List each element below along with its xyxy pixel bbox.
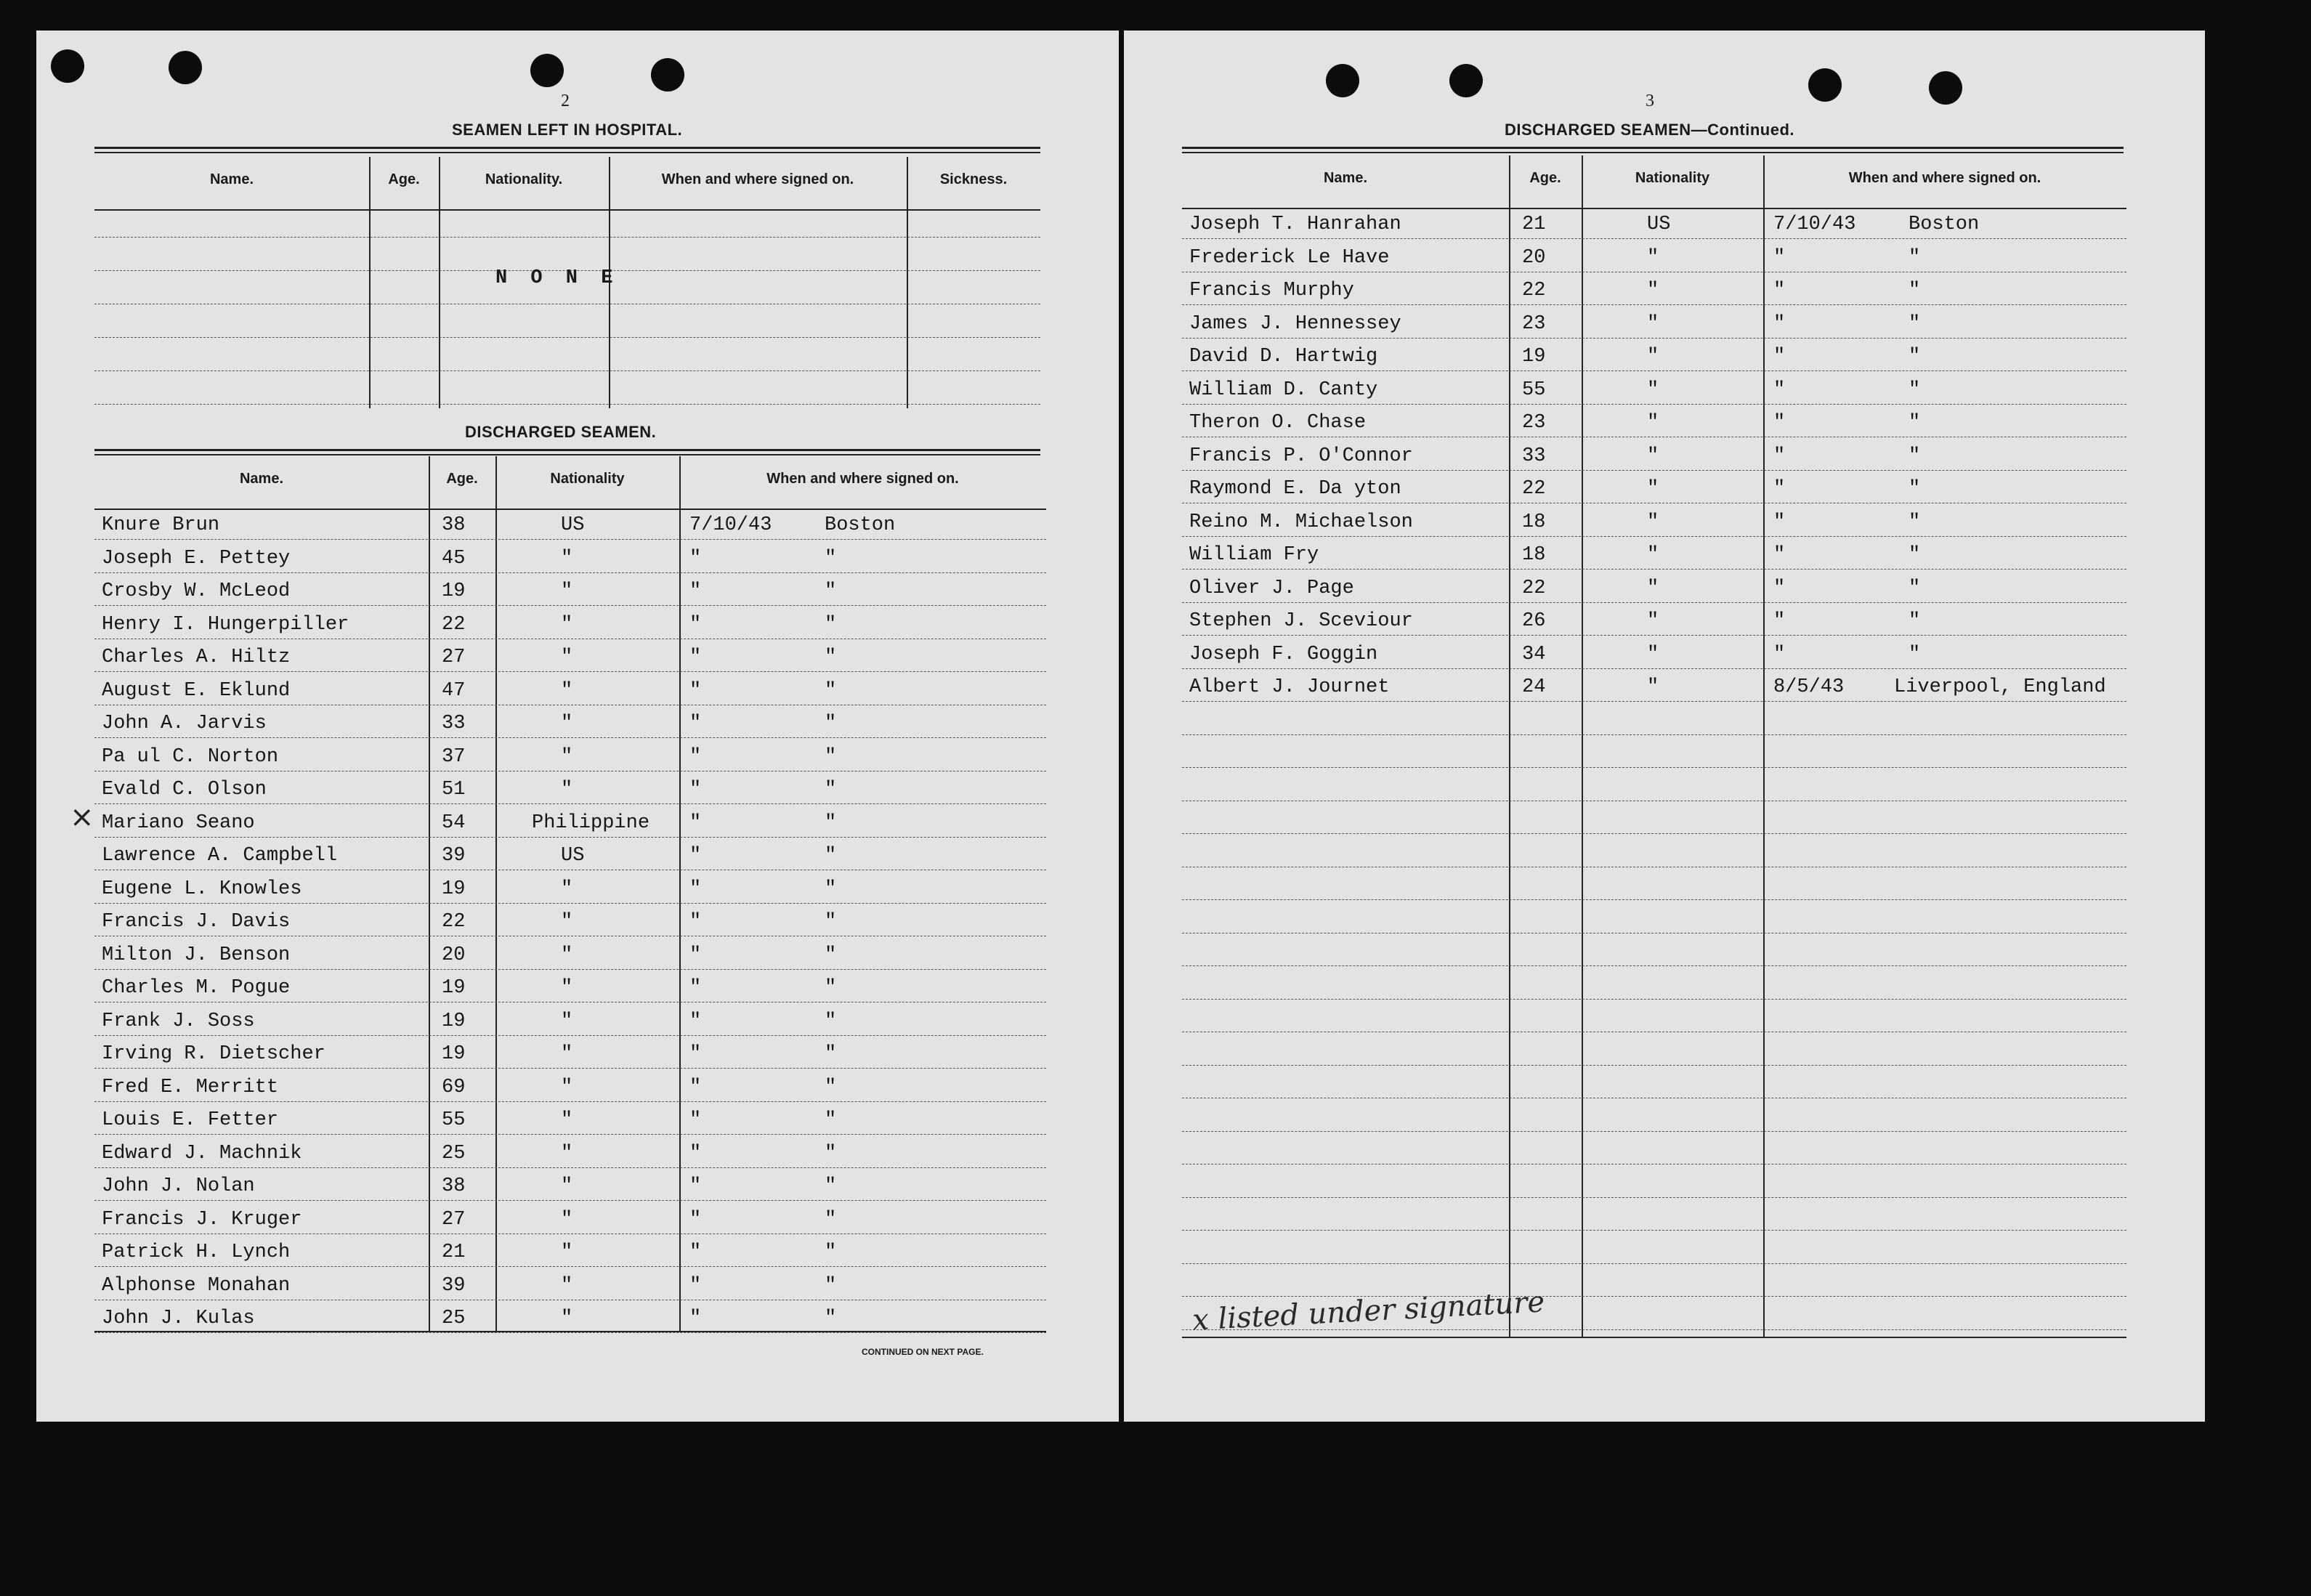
seaman-name: Milton J. Benson (102, 944, 291, 966)
seaman-age: 19 (442, 878, 466, 900)
signed-on-date: " (689, 713, 702, 734)
signed-on-place: " (825, 1109, 837, 1131)
seaman-age: 22 (1522, 280, 1546, 301)
ruled-line (1182, 767, 2126, 768)
seaman-nationality: " (561, 1274, 573, 1297)
x-mark: × (70, 801, 94, 834)
ruled-line (1182, 304, 2126, 305)
seaman-nationality: " (1647, 610, 1659, 632)
seaman-name: Crosby W. McLeod (102, 580, 291, 602)
seaman-age: 54 (442, 811, 466, 834)
seaman-age: 37 (442, 745, 466, 768)
ruled-line (1182, 999, 2126, 1000)
seaman-name: John J. Kulas (102, 1308, 255, 1329)
seaman-age: 20 (1522, 246, 1546, 269)
seaman-name: John A. Jarvis (102, 713, 267, 734)
signed-on-date: " (1773, 610, 1786, 632)
signed-on-date: " (1773, 312, 1786, 335)
signed-on-place: Boston (1909, 214, 1980, 235)
ruled-line (94, 1101, 1046, 1102)
signed-on-date: 7/10/43 (1773, 214, 1856, 235)
seaman-nationality: " (561, 1043, 573, 1065)
signed-on-place: " (825, 845, 837, 867)
seaman-name: Lawrence A. Campbell (102, 845, 338, 867)
column-header: Age. (446, 471, 478, 487)
bottom-rule (1182, 1337, 2126, 1338)
seaman-nationality: " (561, 779, 573, 801)
signed-on-place: " (1909, 346, 1921, 368)
seaman-name: David D. Hartwig (1189, 346, 1378, 368)
signed-on-date: " (689, 1010, 702, 1032)
column-header: Age. (1529, 170, 1561, 186)
seaman-nationality: US (561, 514, 585, 536)
seaman-nationality: " (561, 613, 573, 636)
ruled-line (94, 605, 1046, 606)
signed-on-date: " (689, 1274, 702, 1297)
column-header: When and where signed on. (661, 171, 854, 187)
ruled-line (1182, 370, 2126, 371)
ruled-line (94, 337, 1040, 338)
ruled-line (1182, 238, 2126, 239)
seaman-nationality: " (1647, 544, 1659, 566)
column-header: Name. (209, 171, 254, 187)
signed-on-place: " (825, 1274, 837, 1297)
seaman-nationality: " (1647, 643, 1659, 665)
ruled-line (1182, 404, 2126, 405)
signed-on-place: " (1909, 280, 1921, 301)
seaman-name: Louis E. Fetter (102, 1109, 279, 1131)
ruled-line (1182, 569, 2126, 570)
none-text: N O N E (495, 267, 619, 289)
column-header: Name. (239, 471, 284, 487)
signed-on-place: " (825, 944, 837, 966)
seaman-name: Joseph T. Hanrahan (1189, 214, 1401, 235)
seaman-name: Oliver J. Page (1189, 577, 1354, 599)
seaman-age: 34 (1522, 643, 1546, 665)
signed-on-place: " (825, 1208, 837, 1231)
signed-on-place: " (825, 911, 837, 933)
seaman-nationality: " (561, 1142, 573, 1164)
signed-on-date: " (689, 1175, 702, 1197)
ruled-line (94, 404, 1040, 405)
signed-on-place: " (825, 679, 837, 702)
seaman-nationality: " (561, 745, 573, 768)
seaman-age: 33 (442, 713, 466, 734)
seaman-name: James J. Hennessey (1189, 312, 1401, 335)
seaman-name: Francis J. Kruger (102, 1208, 302, 1231)
seaman-nationality: " (561, 580, 573, 602)
signed-on-place: " (1909, 643, 1921, 665)
seaman-age: 39 (442, 1274, 466, 1297)
signed-on-place: " (825, 745, 837, 768)
ruled-line (1182, 701, 2126, 702)
seaman-age: 27 (442, 1208, 466, 1231)
ruled-line (94, 237, 1040, 238)
hospital-title: SEAMEN LEFT IN HOSPITAL. (452, 121, 683, 139)
seaman-age: 22 (1522, 478, 1546, 500)
seaman-age: 27 (442, 647, 466, 668)
column-header: When and where signed on. (1848, 170, 2041, 186)
seaman-name: Patrick H. Lynch (102, 1241, 291, 1263)
seaman-nationality: " (561, 647, 573, 668)
signed-on-date: " (1773, 246, 1786, 269)
bottom-rule (94, 1331, 1046, 1332)
seaman-age: 38 (442, 1175, 466, 1197)
seaman-nationality: US (1647, 214, 1671, 235)
column-divider (1582, 155, 1583, 1337)
seaman-name: Theron O. Chase (1189, 412, 1367, 434)
seaman-nationality: " (1647, 246, 1659, 269)
signed-on-place: " (1909, 312, 1921, 335)
punch-hole (51, 49, 84, 83)
seaman-age: 23 (1522, 312, 1546, 335)
seaman-nationality: " (561, 547, 573, 570)
signed-on-place: " (825, 647, 837, 668)
seaman-name: Fred E. Merritt (102, 1076, 279, 1098)
signed-on-date: " (689, 779, 702, 801)
ruled-line (94, 1134, 1046, 1135)
header-rule (94, 209, 1040, 211)
signed-on-date: " (689, 977, 702, 999)
seaman-name: August E. Eklund (102, 679, 291, 702)
signed-on-date: " (689, 1241, 702, 1263)
seaman-nationality: " (1647, 478, 1659, 500)
seaman-name: Eugene L. Knowles (102, 878, 302, 900)
seaman-name: Joseph E. Pettey (102, 547, 291, 570)
seaman-name: Joseph F. Goggin (1189, 643, 1378, 665)
seaman-age: 45 (442, 547, 466, 570)
seaman-nationality: " (561, 1109, 573, 1131)
seaman-age: 33 (1522, 445, 1546, 467)
signed-on-date: " (689, 944, 702, 966)
seaman-name: Evald C. Olson (102, 779, 267, 801)
punch-hole (1929, 71, 1962, 105)
seaman-nationality: " (1647, 378, 1659, 401)
double-rule (94, 147, 1040, 153)
seaman-age: 20 (442, 944, 466, 966)
seaman-age: 22 (1522, 577, 1546, 599)
ruled-line (94, 1035, 1046, 1036)
ruled-line (1182, 1263, 2126, 1264)
signed-on-place: " (825, 1241, 837, 1263)
column-header: When and where signed on. (766, 471, 959, 487)
ruled-line (94, 370, 1040, 371)
continued-footer: CONTINUED ON NEXT PAGE. (862, 1347, 984, 1357)
punch-hole (530, 54, 564, 87)
seaman-age: 51 (442, 779, 466, 801)
seaman-age: 69 (442, 1076, 466, 1098)
seaman-age: 19 (442, 977, 466, 999)
seaman-name: William D. Canty (1189, 378, 1378, 401)
page-number: 3 (1646, 92, 1654, 110)
ruled-line (1182, 1131, 2126, 1132)
ruled-line (1182, 899, 2126, 900)
left-page (36, 31, 1119, 1422)
ruled-line (94, 803, 1046, 804)
seaman-name: Irving R. Dietscher (102, 1043, 325, 1065)
signed-on-place: " (825, 1175, 837, 1197)
punch-hole (1449, 64, 1483, 97)
seaman-nationality: " (1647, 412, 1659, 434)
signed-on-place: " (825, 1076, 837, 1098)
ruled-line (1182, 1065, 2126, 1066)
seaman-age: 25 (442, 1142, 466, 1164)
signed-on-date: " (689, 745, 702, 768)
signed-on-date: " (1773, 378, 1786, 401)
ruled-line (1182, 602, 2126, 603)
signed-on-place: " (825, 1308, 837, 1329)
seaman-nationality: Philippine (532, 811, 650, 834)
seaman-name: Albert J. Journet (1189, 676, 1390, 698)
column-header: Sickness. (939, 171, 1008, 187)
seaman-nationality: " (561, 1175, 573, 1197)
signed-on-date: " (689, 679, 702, 702)
punch-hole (169, 51, 202, 84)
signed-on-place: " (1909, 246, 1921, 269)
seaman-age: 24 (1522, 676, 1546, 698)
discharged-continued-title: DISCHARGED SEAMEN—Continued. (1505, 121, 1794, 139)
seaman-name: Alphonse Monahan (102, 1274, 291, 1297)
ruled-line (94, 1167, 1046, 1168)
signed-on-date: 7/10/43 (689, 514, 772, 536)
signed-on-place: " (825, 811, 837, 834)
seaman-age: 23 (1522, 412, 1546, 434)
seaman-age: 55 (1522, 378, 1546, 401)
signed-on-date: " (1773, 280, 1786, 301)
signed-on-date: " (689, 1076, 702, 1098)
seaman-nationality: " (561, 1208, 573, 1231)
ruled-line (94, 1332, 1046, 1333)
seaman-age: 18 (1522, 511, 1546, 533)
signed-on-place: " (1909, 478, 1921, 500)
handwritten-note: x listed under signature (1191, 1285, 1546, 1337)
signed-on-date: " (1773, 643, 1786, 665)
signed-on-place: " (825, 580, 837, 602)
signed-on-date: " (689, 1208, 702, 1231)
seaman-name: Mariano Seano (102, 811, 255, 834)
ruled-line (1182, 1197, 2126, 1198)
signed-on-place: " (1909, 610, 1921, 632)
seaman-nationality: " (1647, 312, 1659, 335)
signed-on-date: " (1773, 511, 1786, 533)
ruled-line (94, 837, 1046, 838)
signed-on-date: " (1773, 544, 1786, 566)
double-rule (1182, 147, 2124, 153)
seaman-name: Frank J. Soss (102, 1010, 255, 1032)
signed-on-place: " (1909, 511, 1921, 533)
seaman-name: William Fry (1189, 544, 1319, 566)
seaman-name: Frederick Le Have (1189, 246, 1390, 269)
signed-on-date: " (1773, 478, 1786, 500)
right-page (1124, 31, 2205, 1422)
column-header: Nationality (550, 471, 625, 487)
seaman-nationality: " (1647, 676, 1659, 698)
ruled-line (94, 1266, 1046, 1267)
signed-on-date: " (689, 878, 702, 900)
seaman-name: Pa ul C. Norton (102, 745, 279, 768)
seaman-age: 18 (1522, 544, 1546, 566)
seaman-name: Reino M. Michaelson (1189, 511, 1413, 533)
seaman-age: 19 (442, 580, 466, 602)
ruled-line (1182, 965, 2126, 966)
signed-on-place: " (1909, 378, 1921, 401)
signed-on-place: " (825, 1142, 837, 1164)
ruled-line (1182, 470, 2126, 471)
signed-on-place: " (825, 779, 837, 801)
column-divider (1509, 155, 1510, 1337)
seaman-age: 47 (442, 679, 466, 702)
signed-on-date: " (1773, 445, 1786, 467)
seaman-nationality: US (561, 845, 585, 867)
seaman-nationality: " (1647, 511, 1659, 533)
seaman-nationality: " (561, 944, 573, 966)
seaman-name: Knure Brun (102, 514, 220, 536)
punch-hole (1326, 64, 1359, 97)
ruled-line (1182, 338, 2126, 339)
ruled-line (1182, 635, 2126, 636)
signed-on-place: Boston (825, 514, 896, 536)
ruled-line (1182, 536, 2126, 537)
seaman-nationality: " (561, 977, 573, 999)
ruled-line (1182, 668, 2126, 669)
signed-on-place: " (1909, 445, 1921, 467)
seaman-nationality: " (561, 679, 573, 702)
signed-on-date: " (689, 1142, 702, 1164)
ruled-line (94, 671, 1046, 672)
seaman-nationality: " (1647, 346, 1659, 368)
ruled-line (94, 737, 1046, 738)
signed-on-place: " (825, 1043, 837, 1065)
seaman-nationality: " (561, 878, 573, 900)
seaman-age: 22 (442, 613, 466, 636)
seaman-nationality: " (561, 1010, 573, 1032)
seaman-age: 21 (442, 1241, 466, 1263)
ruled-line (94, 539, 1046, 540)
seaman-name: Francis P. O'Connor (1189, 445, 1413, 467)
signed-on-date: " (689, 811, 702, 834)
seaman-age: 21 (1522, 214, 1546, 235)
signed-on-place: " (1909, 544, 1921, 566)
seaman-age: 26 (1522, 610, 1546, 632)
signed-on-date: " (689, 613, 702, 636)
seaman-name: Charles M. Pogue (102, 977, 291, 999)
seaman-name: Edward J. Machnik (102, 1142, 302, 1164)
seaman-age: 38 (442, 514, 466, 536)
signed-on-place: " (825, 547, 837, 570)
seaman-age: 22 (442, 911, 466, 933)
signed-on-place: " (1909, 412, 1921, 434)
header-rule (94, 509, 1046, 510)
signed-on-date: " (689, 580, 702, 602)
ruled-line (94, 969, 1046, 970)
seaman-age: 19 (442, 1010, 466, 1032)
punch-hole (651, 58, 684, 92)
seaman-age: 19 (442, 1043, 466, 1065)
column-header: Nationality (1635, 170, 1710, 186)
seaman-age: 19 (1522, 346, 1546, 368)
seaman-name: Francis J. Davis (102, 911, 291, 933)
signed-on-place: " (825, 1010, 837, 1032)
seaman-name: Charles A. Hiltz (102, 647, 291, 668)
column-header: Name. (1323, 170, 1368, 186)
signed-on-place: " (825, 977, 837, 999)
signed-on-date: " (689, 647, 702, 668)
ruled-line (1182, 734, 2126, 735)
ruled-line (94, 572, 1046, 573)
signed-on-date: " (1773, 577, 1786, 599)
seaman-age: 39 (442, 845, 466, 867)
seaman-name: Francis Murphy (1189, 280, 1354, 301)
ruled-line (94, 903, 1046, 904)
seaman-name: Raymond E. Da yton (1189, 478, 1401, 500)
seaman-nationality: " (561, 713, 573, 734)
signed-on-date: " (689, 1308, 702, 1329)
seaman-nationality: " (561, 911, 573, 933)
signed-on-place: " (1909, 577, 1921, 599)
seaman-nationality: " (561, 1308, 573, 1329)
column-divider (1763, 155, 1765, 1337)
column-header: Age. (388, 171, 420, 187)
seaman-age: 55 (442, 1109, 466, 1131)
signed-on-place: " (825, 713, 837, 734)
signed-on-date: " (689, 845, 702, 867)
signed-on-date: " (689, 1043, 702, 1065)
seaman-nationality: " (1647, 445, 1659, 467)
header-rule (1182, 208, 2126, 209)
seaman-nationality: " (561, 1241, 573, 1263)
signed-on-date: " (689, 911, 702, 933)
seaman-nationality: " (561, 1076, 573, 1098)
signed-on-date: " (689, 1109, 702, 1131)
signed-on-place: " (825, 878, 837, 900)
ruled-line (1182, 833, 2126, 834)
seaman-nationality: " (1647, 280, 1659, 301)
double-rule (94, 449, 1040, 455)
ruled-line (1182, 1230, 2126, 1231)
signed-on-place: " (825, 613, 837, 636)
ruled-line (94, 1068, 1046, 1069)
seaman-nationality: " (1647, 577, 1659, 599)
signed-on-date: " (689, 547, 702, 570)
seaman-name: John J. Nolan (102, 1175, 255, 1197)
discharged-title: DISCHARGED SEAMEN. (465, 423, 657, 441)
signed-on-date: " (1773, 412, 1786, 434)
punch-hole (1808, 68, 1842, 102)
signed-on-date: 8/5/43 (1773, 676, 1845, 698)
page-number: 2 (561, 92, 570, 110)
seaman-name: Henry I. Hungerpiller (102, 613, 349, 636)
signed-on-place: Liverpool, England (1894, 676, 2106, 698)
seaman-age: 25 (442, 1308, 466, 1329)
column-header: Nationality. (485, 171, 563, 187)
signed-on-date: " (1773, 346, 1786, 368)
seaman-name: Stephen J. Sceviour (1189, 610, 1413, 632)
ruled-line (94, 1200, 1046, 1201)
